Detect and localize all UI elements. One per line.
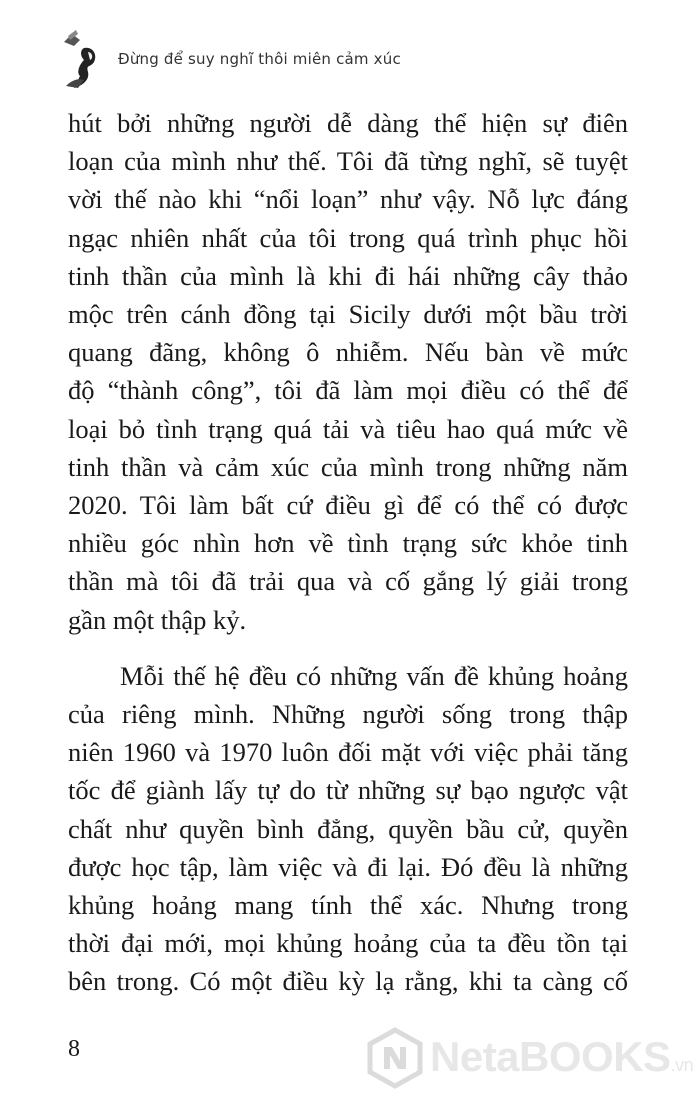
watermark [364, 1025, 694, 1095]
text-line: độ “thành công”, tôi đã làm mọi điều có thể để [68, 375, 628, 406]
abstract-figure-icon [58, 28, 110, 90]
paragraph-2 [68, 657, 628, 1001]
text-line: 2020. Tôi làm bất cứ điều gì để có thể có được [68, 490, 628, 521]
text-line: loại bỏ tình trạng quá tải và tiêu hao quá mức về [68, 413, 628, 444]
watermark-text [430, 1033, 693, 1081]
text-line: niên 1960 và 1970 luôn đối mặt với việc phải tăng [68, 737, 628, 768]
text-line: thần mà tôi đã trải qua và cố gắng lý giải trong [68, 566, 628, 597]
text-line: ngạc nhiên nhất của tôi trong quá trình phục hồi [68, 222, 628, 253]
text-line: hút bởi những người dễ dàng thể hiện sự điên [68, 108, 628, 138]
text-line: mộc trên cánh đồng tại Sicily dưới một bầu trời [68, 299, 628, 330]
text-line: thời đại mới, mọi khủng hoảng của ta đều tồn tại [68, 928, 628, 959]
text-line: tốc để giành lấy tự do từ những sự bạo ngược vật [68, 775, 628, 806]
text-line: Mỗi thế hệ đều có những vấn đề khủng hoảng [120, 660, 628, 691]
text-line: của riêng mình. Những người sống trong thập [68, 699, 628, 730]
text-line: gần một thập kỷ. [68, 604, 247, 635]
text-line: loạn của mình như thế. Tôi đã từng nghĩ, sẽ tuyệt [68, 146, 628, 177]
body-text [68, 104, 628, 1001]
text-line: tinh thần của mình là khi đi hái những cây thảo [68, 260, 628, 291]
text-line: tinh thần và cảm xúc của mình trong những năm [68, 451, 628, 482]
text-line: được học tập, làm việc và đi lại. Đó đều là những [68, 851, 628, 882]
text-line: khủng hoảng mang tính thể xác. Nhưng trong [68, 890, 628, 921]
watermark-brand: NetaBOOKS [430, 1033, 671, 1080]
running-title: Đừng để suy nghĩ thôi miên cảm xúc [118, 50, 401, 68]
page-number: 8 [68, 1036, 80, 1062]
text-line: chất như quyền bình đẳng, quyền bầu cử, quyền [68, 813, 628, 844]
paragraph-1 [68, 104, 628, 639]
text-line: quang đãng, không ô nhiễm. Nếu bàn về mức [68, 337, 628, 368]
watermark-domain: .vn [670, 1055, 694, 1075]
text-line: nhiều góc nhìn hơn về tình trạng sức khỏe tinh [68, 528, 628, 559]
page-header [58, 28, 658, 90]
text-line: vời thế nào khi “nổi loạn” như vậy. Nỗ lực đáng [68, 184, 628, 215]
text-line: bên trong. Có một điều kỳ lạ rằng, khi ta càng cố [68, 966, 628, 997]
netabooks-logo-icon [364, 1027, 426, 1089]
